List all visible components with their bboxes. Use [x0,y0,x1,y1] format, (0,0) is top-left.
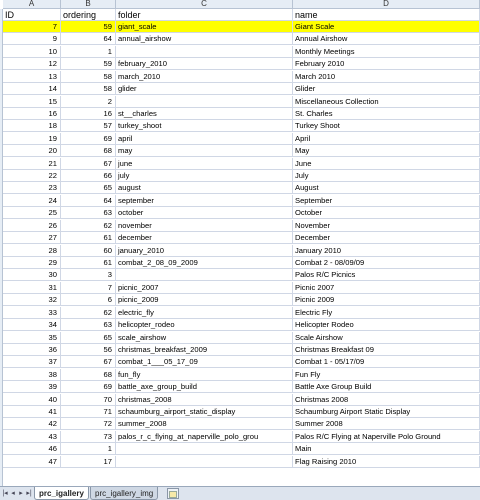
cell-id[interactable]: 21 [3,158,61,170]
cell-name[interactable]: December [293,232,480,244]
cell-id[interactable]: 38 [3,369,61,381]
cell-ordering[interactable]: 60 [61,245,116,257]
cell-name[interactable]: Battle Axe Group Build [293,381,480,393]
insert-sheet-icon[interactable] [167,488,179,499]
cell-name[interactable]: Fun Fly [293,369,480,381]
table-row [3,108,480,120]
cell-id[interactable]: 32 [3,294,61,306]
table-row [3,120,480,132]
last-sheet-icon[interactable]: ▸| [26,490,32,497]
cell-folder[interactable]: picnic_2009 [116,294,293,306]
cell-folder[interactable]: january_2010 [116,245,293,257]
cell-ordering[interactable]: 65 [61,332,116,344]
cell-id[interactable]: 22 [3,170,61,182]
cell-folder[interactable]: schaumburg_airport_static_display [116,406,293,418]
cell-name[interactable]: Christmas 2008 [293,394,480,406]
cell-id[interactable]: 13 [3,71,61,83]
cell-id[interactable]: 20 [3,145,61,157]
cell-id[interactable]: 42 [3,418,61,430]
cell-id[interactable]: 15 [3,96,61,108]
cell-id[interactable]: 46 [3,443,61,455]
cell-ordering[interactable]: 61 [61,232,116,244]
cell-ordering[interactable]: 7 [61,282,116,294]
cell-name[interactable]: Palos R/C Flying at Naperville Polo Ground [293,431,480,443]
cell-name[interactable]: March 2010 [293,71,480,83]
cell-name[interactable]: Electric Fly [293,307,480,319]
cell-name[interactable]: April [293,133,480,145]
cell-id[interactable]: 19 [3,133,61,145]
table-row [3,369,480,381]
cell-id[interactable]: 33 [3,307,61,319]
cell-name[interactable]: Christmas Breakfast 09 [293,344,480,356]
sheet-tab-bar [0,486,480,500]
table-row [3,257,480,269]
cell-id[interactable]: 18 [3,120,61,132]
cell-folder[interactable]: february_2010 [116,58,293,70]
table-row [3,456,480,468]
column-header-C[interactable]: C [116,0,293,9]
cell-ordering[interactable]: 2 [61,96,116,108]
cell-id[interactable]: 27 [3,232,61,244]
table-row [3,269,480,281]
sheet-tab-prc-igallery-img[interactable]: prc_igallery_img [90,487,158,500]
cell-name[interactable]: Giant Scale [293,21,480,33]
table-row [3,307,480,319]
cell-folder[interactable]: glider [116,83,293,95]
table-row [3,431,480,443]
cell-ordering[interactable]: 56 [61,344,116,356]
cell-name[interactable]: Flag Raising 2010 [293,456,480,468]
cell-name[interactable]: Picnic 2007 [293,282,480,294]
table-row [3,170,480,182]
cell-name[interactable]: St. Charles [293,108,480,120]
cell-folder[interactable]: scale_airshow [116,332,293,344]
cell-name[interactable]: Summer 2008 [293,418,480,430]
cell-ordering[interactable]: 62 [61,307,116,319]
cell-folder[interactable]: june [116,158,293,170]
cell-id[interactable]: 23 [3,182,61,194]
cell-ordering[interactable]: 63 [61,207,116,219]
table-row [3,145,480,157]
cell-id[interactable]: 16 [3,108,61,120]
cell-name[interactable]: January 2010 [293,245,480,257]
first-sheet-icon[interactable]: |◂ [2,490,8,497]
prev-sheet-icon[interactable]: ◂ [11,490,15,497]
cell-id[interactable]: 14 [3,83,61,95]
cell-id[interactable]: 34 [3,319,61,331]
table-row [3,332,480,344]
cell-folder[interactable]: christmas_2008 [116,394,293,406]
cell-folder[interactable]: st__charles [116,108,293,120]
cell-ordering[interactable]: 67 [61,158,116,170]
cell-ordering[interactable]: 59 [61,58,116,70]
cell-ordering[interactable]: 65 [61,182,116,194]
cell-name[interactable]: Helicopter Rodeo [293,319,480,331]
column-header-D[interactable]: D [293,0,480,9]
cell-id[interactable]: 30 [3,269,61,281]
cell-ordering[interactable]: 59 [61,21,116,33]
cell-ordering[interactable]: 63 [61,319,116,331]
table-row [3,418,480,430]
cell-id[interactable]: 35 [3,332,61,344]
next-sheet-icon[interactable]: ▸ [19,490,23,497]
cell-folder[interactable]: turkey_shoot [116,120,293,132]
cell-ordering[interactable]: 6 [61,294,116,306]
cell-id[interactable]: 28 [3,245,61,257]
cell-folder[interactable]: combat_1___05_17_09 [116,356,293,368]
cell-folder[interactable]: giant_scale [116,21,293,33]
cell-id[interactable]: 24 [3,195,61,207]
table-row [3,344,480,356]
cell-id[interactable]: 47 [3,456,61,468]
cell-id[interactable]: 26 [3,220,61,232]
table-row [3,83,480,95]
cell-ordering[interactable]: 68 [61,145,116,157]
cell-folder[interactable]: november [116,220,293,232]
cell-ordering[interactable]: 61 [61,257,116,269]
cell-ordering[interactable]: 17 [61,456,116,468]
table-row [3,319,480,331]
cell-ordering[interactable]: 57 [61,120,116,132]
cell-folder[interactable]: palos_r_c_flying_at_naperville_polo_grou [116,431,293,443]
table-row [3,207,480,219]
cell-id[interactable]: 39 [3,381,61,393]
cell-id[interactable]: 41 [3,406,61,418]
cell-folder[interactable]: fun_fly [116,369,293,381]
cell-folder[interactable]: summer_2008 [116,418,293,430]
table-row [3,182,480,194]
cell-name[interactable]: Combat 2 - 08/09/09 [293,257,480,269]
cell-id[interactable]: 31 [3,282,61,294]
cell-name[interactable]: August [293,182,480,194]
cell-folder[interactable] [116,443,293,455]
cell-id[interactable]: 9 [3,33,61,45]
table-row [3,96,480,108]
cell-name[interactable]: Palos R/C Picnics [293,269,480,281]
cell-folder[interactable]: battle_axe_group_build [116,381,293,393]
cell-folder[interactable]: august [116,182,293,194]
cell-name[interactable]: Miscellaneous Collection [293,96,480,108]
header-ordering[interactable]: ordering [61,9,116,21]
cell-name[interactable]: Schaumburg Airport Static Display [293,406,480,418]
header-folder[interactable]: folder [116,9,293,21]
cell-ordering[interactable]: 58 [61,71,116,83]
cell-name[interactable]: Picnic 2009 [293,294,480,306]
cell-folder[interactable]: electric_fly [116,307,293,319]
cell-ordering[interactable]: 73 [61,431,116,443]
cell-id[interactable]: 29 [3,257,61,269]
table-row [3,220,480,232]
cell-name[interactable]: October [293,207,480,219]
cell-name[interactable]: July [293,170,480,182]
header-name[interactable]: name [293,9,480,21]
table-row [3,21,480,33]
cell-id[interactable]: 7 [3,21,61,33]
cell-ordering[interactable]: 3 [61,269,116,281]
cell-folder[interactable]: september [116,195,293,207]
cell-id[interactable]: 37 [3,356,61,368]
cell-folder[interactable]: annual_airshow [116,33,293,45]
table-row [3,406,480,418]
table-row [3,46,480,58]
table-row [3,71,480,83]
cell-folder[interactable] [116,456,293,468]
table-row [3,195,480,207]
cell-folder[interactable] [116,46,293,58]
cell-id[interactable]: 36 [3,344,61,356]
cell-name[interactable]: November [293,220,480,232]
header-row [3,9,480,21]
cell-ordering[interactable]: 69 [61,381,116,393]
column-header-B[interactable]: B [61,0,116,9]
table-row [3,245,480,257]
cell-folder[interactable]: christmas_breakfast_2009 [116,344,293,356]
cell-id[interactable]: 25 [3,207,61,219]
cell-folder[interactable]: helicopter_rodeo [116,319,293,331]
cell-ordering[interactable]: 68 [61,369,116,381]
table-row [3,294,480,306]
column-header-A[interactable]: A [3,0,61,9]
cell-ordering[interactable]: 67 [61,356,116,368]
cell-id[interactable]: 12 [3,58,61,70]
cell-folder[interactable]: may [116,145,293,157]
cell-name[interactable]: Main [293,443,480,455]
table-row [3,381,480,393]
cell-folder[interactable]: april [116,133,293,145]
cell-ordering[interactable]: 66 [61,170,116,182]
cell-ordering[interactable]: 16 [61,108,116,120]
cell-ordering[interactable]: 62 [61,220,116,232]
cell-id[interactable]: 40 [3,394,61,406]
cell-name[interactable]: September [293,195,480,207]
table-row [3,282,480,294]
table-row [3,133,480,145]
cell-ordering[interactable]: 72 [61,418,116,430]
cell-folder[interactable]: july [116,170,293,182]
cell-id[interactable]: 43 [3,431,61,443]
cell-name[interactable]: May [293,145,480,157]
cell-ordering[interactable]: 1 [61,46,116,58]
cell-name[interactable]: Turkey Shoot [293,120,480,132]
table-row [3,394,480,406]
cell-folder[interactable]: combat_2_08_09_2009 [116,257,293,269]
header-id[interactable]: ID [3,9,61,21]
cell-name[interactable]: Monthly Meetings [293,46,480,58]
sheet-tab-prc-igallery[interactable]: prc_igallery [34,487,89,500]
cell-name[interactable]: February 2010 [293,58,480,70]
cell-ordering[interactable]: 58 [61,83,116,95]
cell-name[interactable]: Combat 1 - 05/17/09 [293,356,480,368]
cell-folder[interactable]: october [116,207,293,219]
cell-ordering[interactable]: 1 [61,443,116,455]
cell-name[interactable]: Scale Airshow [293,332,480,344]
cell-name[interactable]: June [293,158,480,170]
cell-folder[interactable] [116,96,293,108]
cell-name[interactable]: Glider [293,83,480,95]
table-row [3,158,480,170]
cell-folder[interactable]: picnic_2007 [116,282,293,294]
table-row [3,58,480,70]
cell-ordering[interactable]: 70 [61,394,116,406]
table-row [3,443,480,455]
table-row [3,232,480,244]
cell-ordering[interactable]: 64 [61,195,116,207]
cell-ordering[interactable]: 64 [61,33,116,45]
table-row [3,33,480,45]
table-row [3,356,480,368]
cell-name[interactable]: Annual Airshow [293,33,480,45]
cell-ordering[interactable]: 71 [61,406,116,418]
cell-folder[interactable]: december [116,232,293,244]
cell-id[interactable]: 10 [3,46,61,58]
cell-ordering[interactable]: 69 [61,133,116,145]
cell-folder[interactable]: march_2010 [116,71,293,83]
cell-folder[interactable] [116,269,293,281]
